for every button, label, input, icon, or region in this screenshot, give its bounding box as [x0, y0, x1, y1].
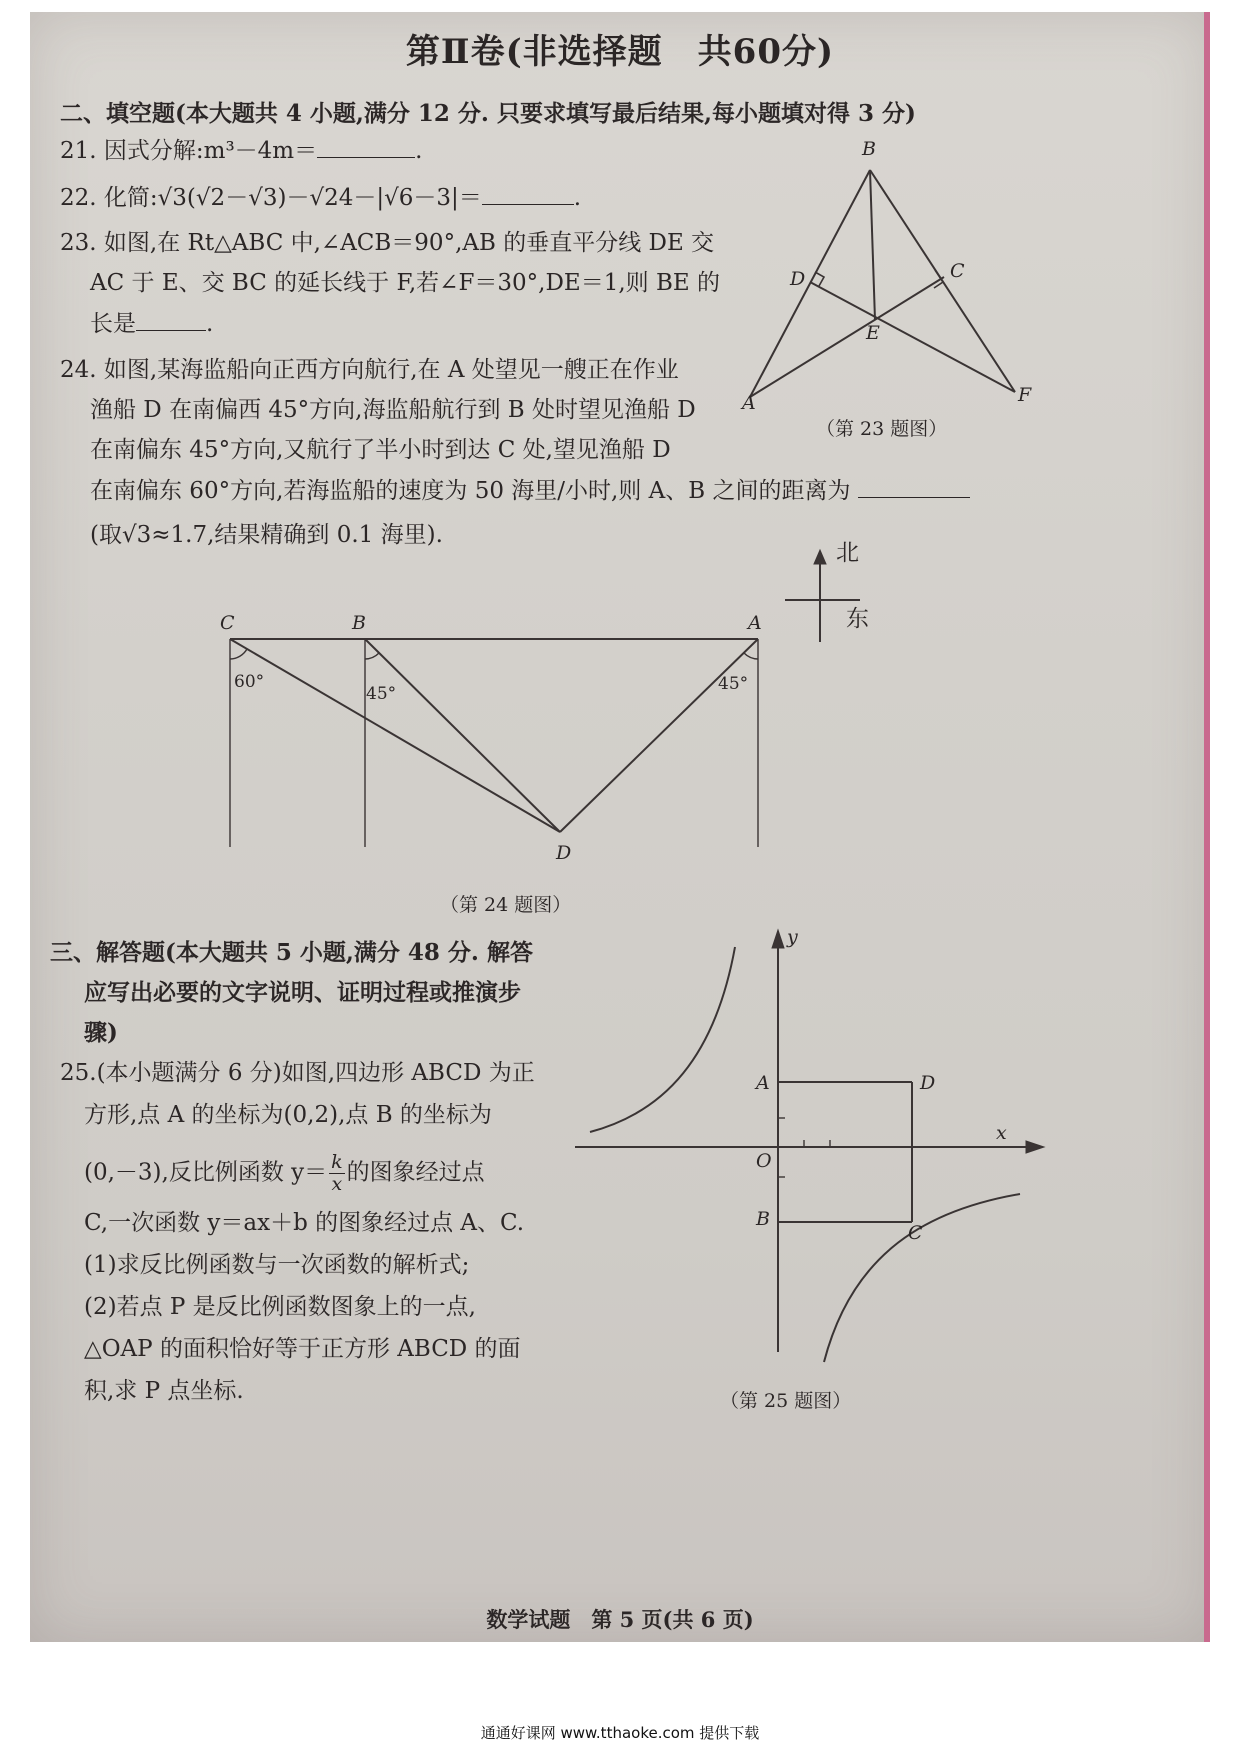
- q22-text: 22. 化简:√3(√2－√3)－√24－|√6－3|＝: [60, 185, 482, 211]
- figure-24: [220, 622, 780, 852]
- q24-line-5: (取√3≈1.7,结果精确到 0.1 海里).: [90, 522, 443, 548]
- q25-line-2: 方形,点 A 的坐标为(0,2),点 B 的坐标为: [84, 1102, 492, 1128]
- q22-tail: .: [573, 185, 582, 211]
- fig24-angle-b: 45°: [366, 684, 397, 704]
- q24-line-1: 24. 如图,某海监船向正西方向航行,在 A 处望见一艘正在作业: [60, 357, 679, 383]
- fig24-label-d: D: [556, 842, 572, 864]
- pink-edge-strip: [1204, 12, 1210, 1642]
- q21-text: 21. 因式分解:m³－4m＝: [60, 138, 318, 164]
- question-21: [60, 137, 422, 165]
- fig24-label-b: B: [352, 612, 366, 634]
- q23-answer-blank[interactable]: [136, 310, 206, 331]
- segment-df: [810, 282, 1015, 392]
- q23-line-2: AC 于 E、交 BC 的延长线于 F,若∠F＝30°,DE＝1,则 BE 的: [90, 270, 720, 296]
- fig25-caption: （第 25 题图）: [720, 1390, 852, 1412]
- q25-line-3: [84, 1152, 485, 1195]
- page-footer: 数学试题 第 5 页(共 6 页): [486, 1607, 754, 1632]
- fig23-label-e: E: [866, 322, 880, 344]
- right-angle-d: [815, 272, 824, 286]
- x-axis-arrow-icon: [1026, 1141, 1044, 1153]
- q24-line-4-text: 在南偏东 60°方向,若海监船的速度为 50 海里/小时,则 A、B 之间的距离为: [90, 478, 851, 504]
- segment-ac: [750, 277, 944, 397]
- angle-arc-b: [365, 653, 379, 659]
- q25-line-4: C,一次函数 y＝ax＋b 的图象经过点 A、C.: [84, 1210, 525, 1236]
- q25-line-7: △OAP 的面积恰好等于正方形 ABCD 的面: [84, 1336, 521, 1362]
- figure-25: [570, 922, 1050, 1362]
- q25-line-3b: 的图象经过点: [346, 1159, 485, 1186]
- section-3-line-2: 应写出必要的文字说明、证明过程或推演步: [84, 979, 521, 1006]
- segment-ad: [560, 639, 758, 832]
- q23-line-1: 23. 如图,在 Rt△ABC 中,∠ACB＝90°,AB 的垂直平分线 DE 交: [60, 230, 715, 256]
- q24-line-4: [90, 477, 970, 505]
- q23-tail: .: [206, 311, 214, 337]
- figure-23: [730, 142, 1060, 442]
- q23-line-3: [90, 310, 213, 338]
- fraction-denominator: x: [331, 1173, 343, 1195]
- segment-ba: [750, 170, 870, 397]
- north-arrow-icon: [814, 550, 826, 564]
- k-over-x-fraction: [329, 1152, 345, 1195]
- fig23-label-c: C: [950, 260, 965, 282]
- q23-line-3-text: 长是: [90, 311, 136, 337]
- y-axis-arrow-icon: [772, 930, 784, 948]
- section-3-line-1: 三、解答题(本大题共 5 小题,满分 48 分. 解答: [50, 939, 533, 966]
- hyperbola-branch-second-quadrant: [590, 947, 735, 1132]
- q21-tail: .: [415, 138, 423, 164]
- q24-line-3: 在南偏东 45°方向,又航行了半小时到达 C 处,望见渔船 D: [90, 437, 671, 463]
- fig23-label-a: A: [742, 392, 756, 414]
- fig25-label-a: A: [756, 1072, 770, 1094]
- fraction-numerator: k: [331, 1151, 343, 1173]
- fig24-label-a: A: [748, 612, 762, 634]
- q25-line-3a: (0,－3),反比例函数 y＝: [84, 1159, 328, 1186]
- fig25-label-b: B: [756, 1208, 770, 1230]
- compass-north-label: 北: [836, 540, 859, 566]
- scanned-exam-photo: [30, 12, 1210, 1642]
- compass-east-label: 东: [846, 606, 869, 632]
- q24-line-2: 渔船 D 在南偏西 45°方向,海监船航行到 B 处时望见渔船 D: [90, 397, 696, 423]
- fig25-label-d: D: [920, 1072, 936, 1094]
- q22-answer-blank[interactable]: [482, 184, 574, 205]
- hyperbola-branch-fourth-quadrant: [824, 1194, 1020, 1362]
- q25-line-1: 25.(本小题满分 6 分)如图,四边形 ABCD 为正: [60, 1060, 535, 1086]
- fig25-label-o: O: [756, 1150, 772, 1172]
- fig25-label-c: C: [908, 1222, 923, 1244]
- fig23-label-b: B: [862, 138, 876, 160]
- download-footer: 通通好课网 www.tthaoke.com 提供下载: [480, 1724, 760, 1742]
- segment-be: [870, 170, 875, 320]
- section-3-line-3: 骤): [84, 1019, 118, 1046]
- section-2-heading: 二、填空题(本大题共 4 小题,满分 12 分. 只要求填写最后结果,每小题填对得 3 分): [60, 100, 916, 127]
- fig23-label-f: F: [1018, 384, 1032, 406]
- part-title: 第Ⅱ卷(非选择题 共60分): [405, 32, 835, 72]
- fig23-label-d: D: [790, 268, 806, 290]
- angle-arc-a: [744, 653, 758, 659]
- fig23-caption: （第 23 题图）: [816, 418, 948, 440]
- q24-answer-blank[interactable]: [858, 477, 970, 498]
- fig25-label-x: x: [996, 1122, 1007, 1144]
- fig25-label-y: y: [787, 926, 798, 948]
- right-angle-c: [934, 270, 943, 288]
- fig24-label-c: C: [220, 612, 235, 634]
- q25-line-8: 积,求 P 点坐标.: [84, 1378, 244, 1404]
- question-22: [60, 184, 581, 212]
- fig24-caption: （第 24 题图）: [440, 894, 572, 916]
- fig24-angle-c: 60°: [234, 672, 265, 692]
- q21-answer-blank[interactable]: [317, 137, 415, 158]
- angle-arc-c: [230, 649, 247, 659]
- q25-line-5: (1)求反比例函数与一次函数的解析式;: [84, 1252, 470, 1278]
- q25-line-6: (2)若点 P 是反比例函数图象上的一点,: [84, 1294, 476, 1320]
- fig24-angle-a: 45°: [718, 674, 749, 694]
